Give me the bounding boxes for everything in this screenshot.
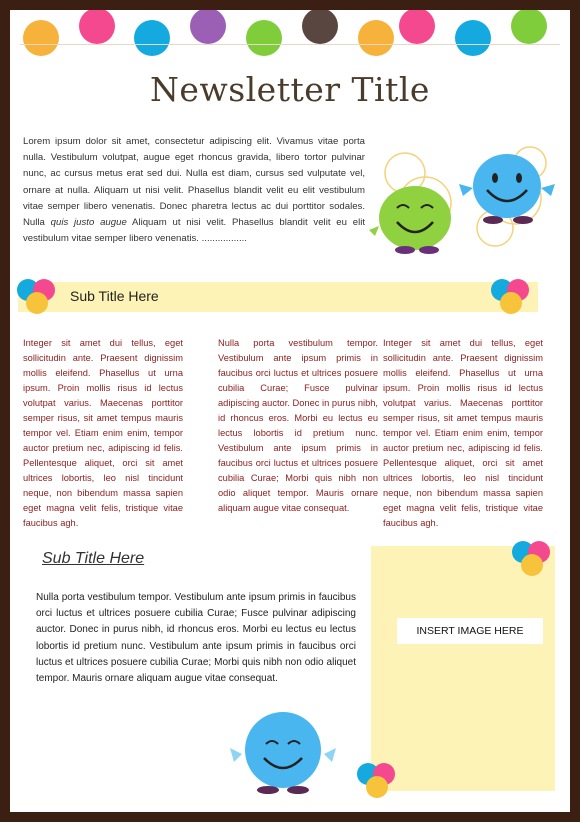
newsletter-title: Newsletter Title <box>150 70 430 109</box>
color-circles-icon <box>16 276 56 316</box>
top-dot <box>190 10 226 44</box>
column-text-3: Integer sit amet dui tellus, eget sollicitudin ante. Praesent dignissim mollis eleifend. Phasellus ut urna ipsum. Proin mollis risus id lectus volutpat varius. Maecenas porttitor semper risus, sit amet tempus mauris tempor vel. Etiam enim enim, tempor auctor pretium nec, adipiscing id felis. Pellentesque aliquet, orci sit amet ultrices lobortis, leo nisl tincidunt neque, non bibendum massa sapien eget magna velit felis, tristique vitae faucibus agh. <box>383 338 543 528</box>
image-placeholder-box <box>371 546 555 791</box>
top-dot <box>455 20 491 56</box>
intro-paragraph <box>23 134 365 247</box>
smiley-mascot-blue-icon <box>228 706 338 796</box>
column-text-1: Integer sit amet dui tellus, eget sollicitudin ante. Praesent dignissim mollis eleifend. Phasellus ut urna ipsum. Proin mollis risus id lectus volutpat varius. Maecenas porttitor semper risus, sit amet tempus mauris tempor vel. Etiam enim enim, tempor auctor pretium nec, adipiscing id felis. Pellentesque aliquet, orci sit amet ultrices lobortis, leo nisl tincidunt neque, non bibendum massa sapien eget magna velit felis, tristique vitae faucibus agh. <box>23 338 183 528</box>
subtitle-banner <box>18 282 538 312</box>
insert-image-button[interactable]: INSERT IMAGE HERE <box>397 618 543 644</box>
newsletter-page <box>10 10 570 812</box>
section2-subtitle: Sub Title Here <box>42 550 145 567</box>
smiley-mascot-blue-icon <box>459 154 555 224</box>
smiley-mascot-pair-icon <box>365 138 565 258</box>
top-dot <box>79 10 115 44</box>
top-dot <box>511 10 547 44</box>
top-dot <box>358 20 394 56</box>
section1-subtitle: Sub Title Here <box>70 288 159 304</box>
top-dot <box>23 20 59 56</box>
top-dot <box>246 20 282 56</box>
color-circles-icon <box>511 538 551 578</box>
color-circles-icon <box>356 760 396 800</box>
column-text-2: Nulla porta vestibulum tempor. Vestibulum ante ipsum primis in faucibus orci luctus et ultrices posuere cubilia Curae; Fusce pulvinar adipiscing auctor. Donec in purus nibh, id rhoncus eros. Morbi eu lectus eu lectus lobortis id pretium nunc. Vestibulum ante ipsum primis in faucibus orci luctus et ultrices posuere cubilia Curae; Morbi quis nibh non odio aliquet tempor. Mauris ornare aliquam augue vitae consequat. <box>218 338 378 513</box>
intro-italic-text: quis justo augue <box>50 217 127 229</box>
top-dot <box>134 20 170 56</box>
smiley-mascot-green-icon <box>369 186 451 254</box>
header-divider <box>20 44 560 45</box>
top-dot <box>302 10 338 44</box>
intro-text: Lorem ipsum dolor sit amet, consectetur adipiscing elit. Vivamus vitae porta nulla. Vestibulum volutpat, augue eget rhoncus gravida, libero tortor pulvinar nunc, ac cursus metus erat sed dui. Nulla est diam, cursus sed vulputate vel, ornare at nulla. Aliquam ut nisi velit. Phasellus blandit velit eu elit vestibulum vitae semper libero venenatis. Donec pharetra lectus ac dui porttitor sodales. Nulla <box>23 136 365 229</box>
top-dot <box>399 10 435 44</box>
intro-text-end: Aliquam ut nisi velit. Phasellus blandit velit eu elit vestibulum vitae semper libero venenatis. ................. <box>23 217 366 245</box>
color-circles-icon <box>490 276 530 316</box>
section2-body: Nulla porta vestibulum tempor. Vestibulum ante ipsum primis in faucibus orci luctus et ultrices posuere cubilia Curae; Fusce pulvinar adipiscing auctor. Donec in purus nibh, id rhoncus eros. Morbi eu lectus eu lectus lobortis id pretium nunc. Vestibulum ante ipsum primis in faucibus orci luctus et ultrices posuere cubilia Curae; Morbi quis nibh non odio aliquet tempor. Mauris ornare aliquam augue vitae consequat. <box>36 592 356 685</box>
